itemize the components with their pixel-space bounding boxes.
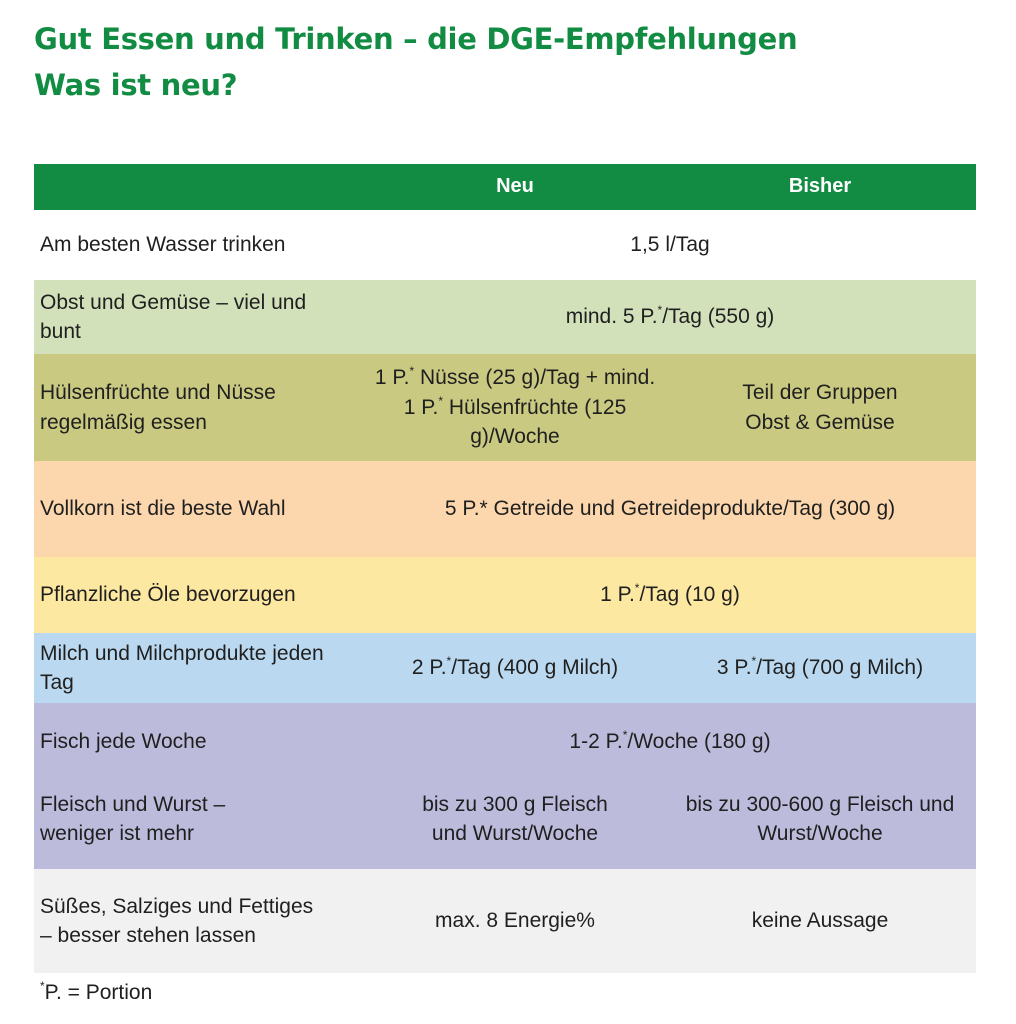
- row-legumes-nuts: [34, 354, 976, 461]
- row-label: Süßes, Salziges und Fettiges – besser stehen lassen: [40, 894, 314, 947]
- row-neu: 2 P.*/Tag (400 g Milch): [411, 654, 619, 680]
- row-neu: max. 8 Energie%: [435, 909, 595, 933]
- row-label: Obst und Gemüse – viel und bunt: [40, 290, 307, 343]
- header-label: [40, 164, 370, 210]
- table-header: [34, 164, 976, 210]
- row-value: 5 P.* Getreide und Getreideprodukte/Tag (300 g): [444, 497, 896, 521]
- title-line-1: Gut Essen und Trinken – die DGE-Empfehlungen: [34, 22, 798, 56]
- header-bisher: Bisher: [788, 175, 852, 198]
- row-wholegrain: [34, 461, 976, 557]
- title-line-2: Was ist neu?: [34, 68, 238, 102]
- row-label: Hülsenfrüchte und Nüsse regelmäßig essen: [40, 381, 276, 434]
- row-sweets: [34, 869, 976, 973]
- row-bisher: bis zu 300-600 g Fleisch und Wurst/Woche: [685, 792, 955, 845]
- footnote: *P. = Portion: [40, 979, 153, 1004]
- row-oils: [34, 557, 976, 633]
- row-label: Vollkorn ist die beste Wahl: [40, 497, 286, 521]
- row-meat: [34, 769, 976, 869]
- row-value: 1-2 P.*/Woche (180 g): [569, 728, 771, 754]
- row-label: Pflanzliche Öle bevorzugen: [40, 583, 296, 607]
- row-value: mind. 5 P.*/Tag (550 g): [565, 303, 775, 329]
- row-value: 1,5 l/Tag: [630, 233, 710, 257]
- row-neu: 1 P.* Nüsse (25 g)/Tag + mind. 1 P.* Hülsenfrüchte (125 g)/Woche: [374, 364, 656, 449]
- row-label: Milch und Milchprodukte jeden Tag: [40, 641, 324, 694]
- row-fish-meat-group: [34, 703, 976, 869]
- row-bisher: keine Aussage: [751, 909, 889, 933]
- row-bisher: Teil der Gruppen Obst & Gemüse: [742, 381, 898, 434]
- row-water: [34, 210, 976, 280]
- row-bisher: 3 P.*/Tag (700 g Milch): [716, 654, 924, 680]
- row-neu: bis zu 300 g Fleisch und Wurst/Woche: [422, 792, 608, 845]
- row-label: Am besten Wasser trinken: [40, 233, 286, 257]
- row-fruit-veg: [34, 280, 976, 354]
- page-title: [34, 16, 797, 108]
- row-label: Fleisch und Wurst – weniger ist mehr: [40, 792, 226, 845]
- row-dairy: [34, 633, 976, 703]
- row-label: Fisch jede Woche: [40, 730, 207, 754]
- header-neu: Neu: [496, 175, 534, 198]
- row-value: 1 P.*/Tag (10 g): [600, 581, 740, 607]
